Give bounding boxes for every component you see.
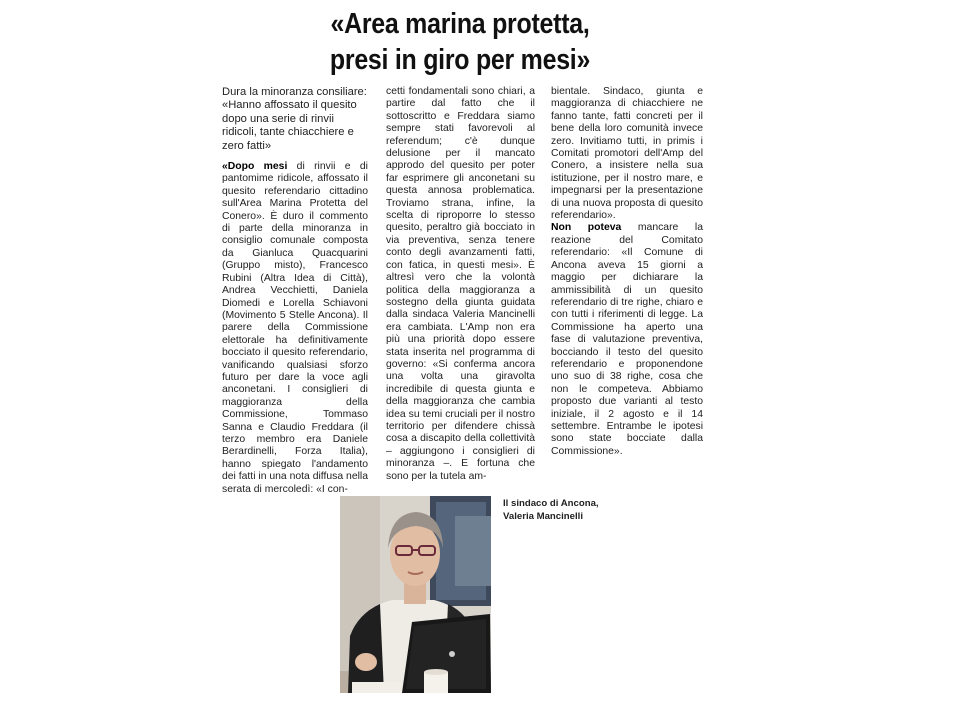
column-2-text: cetti fondamentali sono chiari, a partire dal fatto che il sottoscritto e Freddara siamo sempre stati favorevoli al referendum; c'è dunque delusione per il mancato approdo del quesito per poter far esprimere gli anconetani su questa annosa problematica. Troviamo strana, infine, la scelta di riproporre lo stesso quesito, peraltro già bocciato in via preventiva, senza tenere conto degli avanzamenti fatti, con fatica, in questi mesi». È altresì vero che la volontà politica della maggioranza a sostegno della giunta guidata dalla sindaca Valeria Mancinelli era cambiata. L'Amp non era più una priorità dopo essere stata inserita nel programma di governo: «Si conferma ancora una volta una giravolta incredibile di questa giunta e della maggioranza che cambia idea su temi cruciali per il nostro territorio per difendere chissà cosa a discapito della collettività – aggiungono i consiglieri di minoranza –. E fortuna che sono per la tutela am- — [386, 86, 535, 482]
column-3-text: bientale. Sindaco, giunta e maggioranza di chiacchiere ne fanno tante, fatti concreti per il bene della loro comunità invece zero. Invitiamo tutti, in primis i Comitati promotori dell'Amp del Conero, a insistere nella sua istituzione, per il nostro mare, e impegnarsi per la presentazione di una nuova proposta di quesito referendario». — [551, 86, 703, 222]
article-column-3 — [551, 86, 703, 458]
column-3-text-2: mancare la reazione del Comitato referendario: «Il Comune di Ancona aveva 15 giorni a maggio per dichiarare la ammissibilità di un quesito referendario di tre righe, chiaro e con tutti i riferimenti di legge. La Commissione ha aperto una fase di valutazione preventiva, bocciando il testo del quesito referendario e proponendone uno suo di 38 righe, cosa che non le competeva. Abbiamo proposto due varianti al testo iniziale, il 2 agosto e il 14 settembre. Entrambe le ipotesi sono state bocciate dalla Commissione». — [551, 222, 704, 457]
photo-caption — [503, 497, 623, 523]
column-1-paragraph — [222, 161, 368, 496]
column-1-text: di rinvii e di pantomime ridicole, affossato il quesito referendario cittadino sull'Area Marina Protetta del Conero». È duro il commento di parte della minoranza in consiglio comunale composta da Gianluca Quacquarini (Gruppo misto), Francesco Rubini (Altra Idea di Città), Andrea Vecchietti, Daniela Diomedi e Lorella Schiavoni (Movimento 5 Stelle Ancona). Il parere della Commissione elettorale ha definitivamente bocciato il quesito referendario, vanificando qualsiasi sforzo futuro per dare la voce agli anconetani. I consiglieri di maggioranza della Commissione, Tommaso Sanna e Claudio Freddara (il terzo membro era Daniele Berardinelli, Forza Italia), hanno spiegato l'andamento dei fatti in una nota diffusa nella serata di mercoledì: «I con- — [222, 161, 368, 495]
article-column-2 — [386, 86, 535, 483]
caption-line-2: Valeria Mancinelli — [503, 511, 583, 522]
mayor-photo — [340, 496, 491, 693]
mayor-photo-illustration — [340, 496, 491, 693]
caption-line-1: Il sindaco di Ancona, — [503, 498, 599, 509]
headline-line-1: «Area marina protetta, — [330, 8, 590, 40]
headline — [254, 6, 667, 78]
article-column-1 — [222, 86, 368, 496]
lead-in-2: Non poteva — [551, 222, 622, 234]
headline-line-2: presi in giro per mesi» — [329, 44, 591, 76]
lead-in: «Dopo mesi — [222, 161, 288, 173]
article-summary: Dura la minoranza consiliare: «Hanno affossato il quesito dopo una serie di rinvii ridicoli, tante chiacchiere e zero fatti» — [222, 86, 367, 152]
column-3-paragraph-2 — [551, 222, 703, 458]
